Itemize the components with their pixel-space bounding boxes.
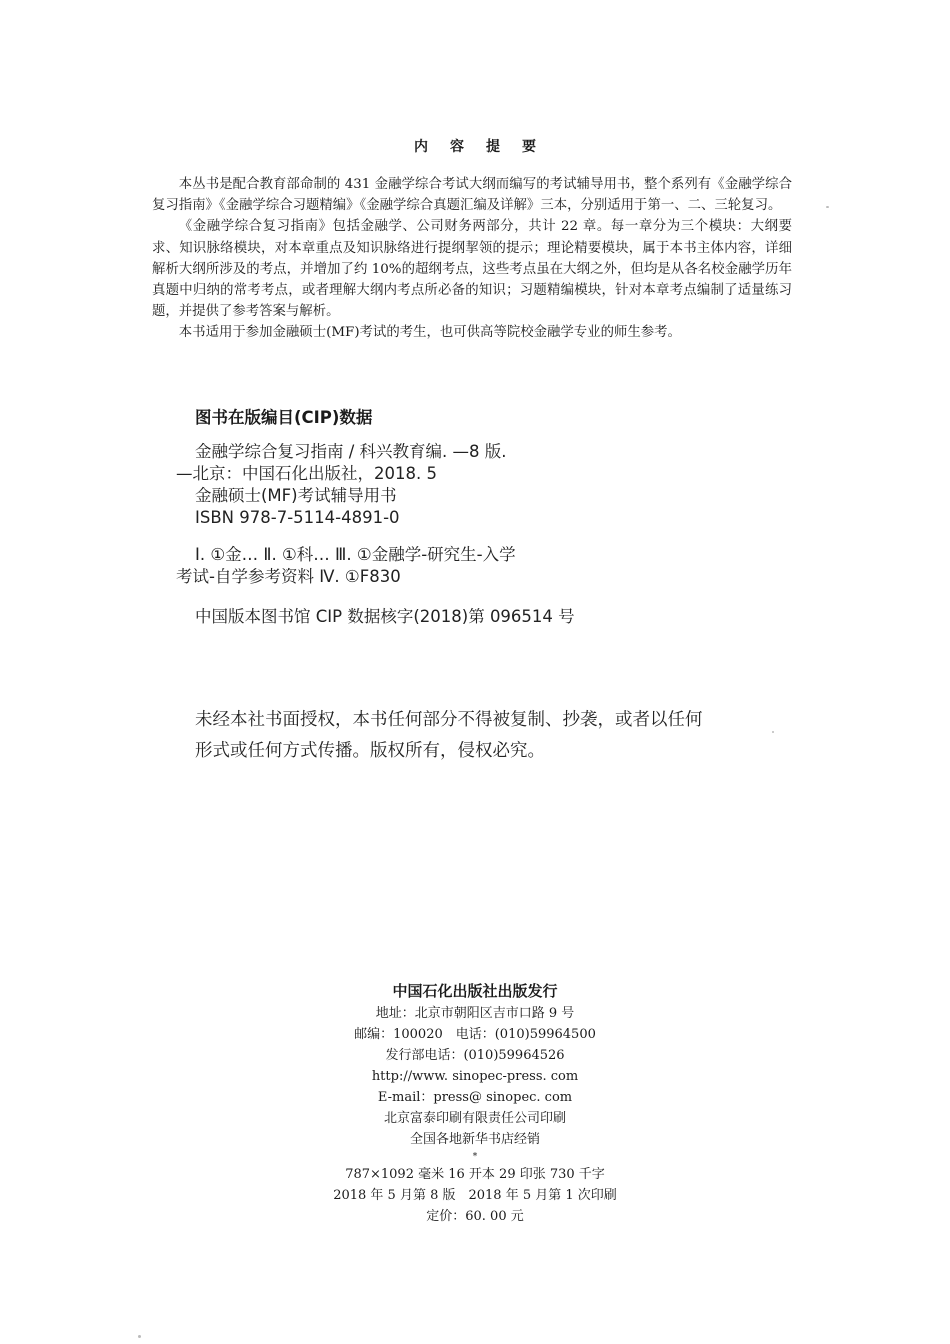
copyright-line-2: 形式或任何方式传播。版权所有，侵权必究。: [195, 741, 545, 761]
scan-speck: [772, 731, 774, 733]
cip-class-line-1: Ⅰ. ①金… Ⅱ. ①科… Ⅲ. ①金融学-研究生-入学: [195, 545, 516, 564]
cip-record: [176, 441, 676, 529]
publisher-info: [0, 979, 950, 1227]
summary-title: 内容提要: [414, 139, 558, 155]
scan-speck: [138, 1335, 141, 1338]
cip-series-line: 金融硕士(MF)考试辅导用书: [195, 486, 397, 505]
publisher-edition: 2018 年 5 月第 8 版 2018 年 5 月第 1 次印刷: [333, 1188, 617, 1203]
cip-place-line: —北京：中国石化出版社，2018. 5: [176, 464, 437, 483]
publisher-postcode-phone: 邮编：100020 电话：(010)59964500: [354, 1027, 596, 1042]
publisher-sales-phone: 发行部电话：(010)59964526: [385, 1048, 565, 1063]
separator-star: *: [472, 1152, 478, 1162]
publisher-spec: 787×1092 毫米 16 开本 29 印张 730 千字: [345, 1167, 605, 1182]
copyright-line-1: 未经本社书面授权，本书任何部分不得被复制、抄袭，或者以任何: [195, 710, 703, 730]
publisher-name: 中国石化出版社出版发行: [392, 982, 558, 1000]
summary-paragraph-1: 本丛书是配合教育部命制的 431 金融学综合考试大纲而编写的考试辅导用书，整个系列有《金融学综合复习指南》《金融学综合习题精编》《金融学综合真题汇编及详解》三本，分别适用于第一、二、三轮复习。: [152, 177, 792, 214]
publisher-email: E-mail：press@ sinopec. com: [377, 1090, 573, 1105]
cip-isbn-line: ISBN 978-7-5114-4891-0: [195, 508, 400, 527]
cip-heading: 图书在版编目(CIP)数据: [195, 408, 373, 427]
publisher-distributor: 全国各地新华书店经销: [409, 1132, 540, 1147]
cip-classification: [176, 544, 676, 588]
scan-speck: [826, 206, 829, 208]
publisher-address: 地址：北京市朝阳区吉市口路 9 号: [375, 1006, 575, 1021]
publisher-price: 定价：60. 00 元: [426, 1209, 524, 1224]
summary-paragraph-3: 本书适用于参加金融硕士(MF)考试的考生，也可供高等院校金融学专业的师生参考。: [178, 325, 681, 341]
cip-title-line: 金融学综合复习指南 / 科兴教育编. —8 版.: [195, 442, 507, 461]
publisher-printer: 北京富泰印刷有限责任公司印刷: [383, 1111, 566, 1126]
copyright-notice: [195, 705, 765, 767]
publisher-website: http://www. sinopec-press. com: [371, 1069, 579, 1084]
cip-verify-number: 中国版本图书馆 CIP 数据核字(2018)第 096514 号: [195, 607, 575, 626]
cip-class-line-2: 考试-自学参考资料 Ⅳ. ①F830: [176, 567, 401, 586]
summary-body: [152, 174, 792, 344]
summary-paragraph-2: 《金融学综合复习指南》包括金融学、公司财务两部分，共计 22 章。每一章分为三个模块：大纲要求、知识脉络模块，对本章重点及知识脉络进行提纲挈领的提示；理论精要模块，属于本书主体内容，详细解析大纲所涉及的考点，并增加了约 10%的超纲考点，这些考点虽在大纲之外，但均是从各名校金融学历年真题中归纳的常考考点，或者理解大纲内考点所必备的知识；习题精编模块，针对本章考点编制了适量练习题，并提供了参考答案与解析。: [152, 219, 792, 320]
